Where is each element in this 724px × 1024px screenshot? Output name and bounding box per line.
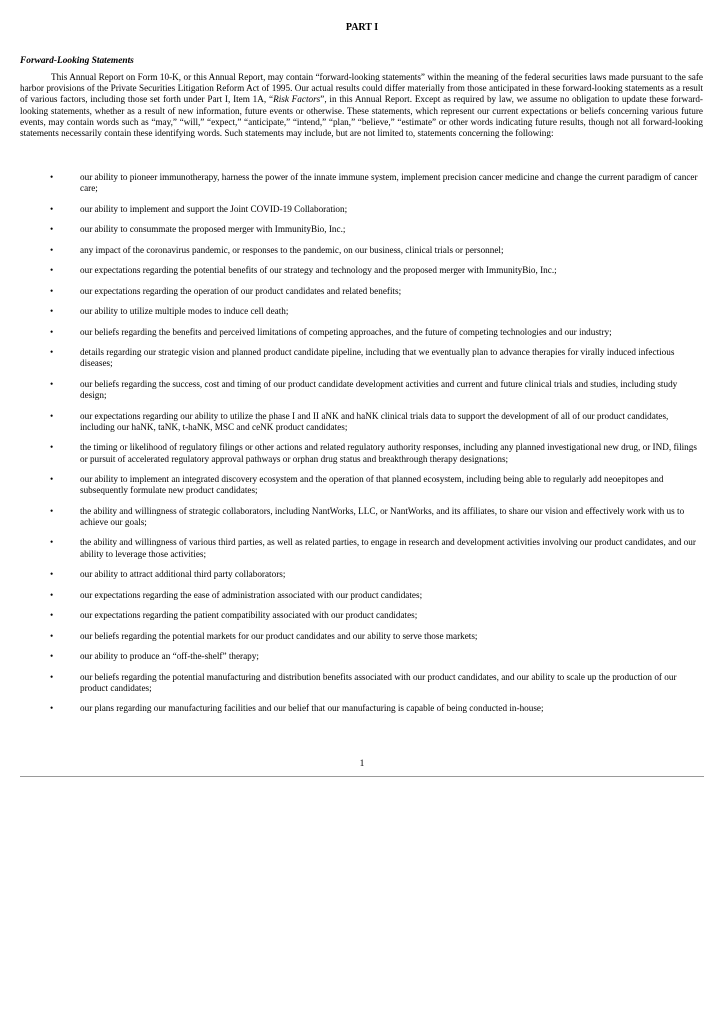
list-item-text: our expectations regarding our ability to utilize the phase I and II aNK and haNK clinical trials data to support the development of all of our product candidates, including our haNK, taNK, t-haNK, MSC and ceNK product candidates; bbox=[80, 410, 669, 432]
list-item bbox=[20, 306, 704, 317]
list-item-text: our plans regarding our manufacturing facilities and our belief that our manufacturing is capable of being conducted in-house; bbox=[80, 703, 544, 714]
list-item bbox=[20, 442, 704, 464]
list-item bbox=[20, 327, 704, 338]
risk-factors-italic: Risk Factors bbox=[273, 94, 321, 105]
page-divider bbox=[20, 776, 704, 777]
part-title: PART I bbox=[345, 22, 379, 33]
list-item bbox=[20, 245, 704, 256]
bullet-marker: • bbox=[50, 306, 54, 317]
list-item bbox=[20, 537, 704, 559]
bullet-marker: • bbox=[50, 569, 54, 580]
bullet-marker: • bbox=[50, 703, 54, 714]
list-item bbox=[20, 590, 704, 601]
list-item-text: our expectations regarding the ease of administration associated with our product candidates; bbox=[80, 589, 423, 600]
list-item bbox=[20, 672, 704, 694]
intro-text-start: This Annual Report on Form 10-K, or this Annual Report, may contain “forward-looking statements” within the meaning of the federal securities laws made pursuant to the safe harbor provisions of the Private Securities Litigation Reform Act of 1995. Our actual results could differ materially from those anticipated in these forward-looking statements as a result of various factors, including those set forth under Part I, Item 1A, “ bbox=[20, 72, 703, 105]
section-heading: Forward-Looking Statements bbox=[20, 56, 134, 66]
list-item-text: our beliefs regarding the potential manufacturing and distribution benefits associated with our product candidates, and our ability to scale up the production of our product candidates; bbox=[80, 671, 677, 693]
list-item-text: the ability and willingness of various third parties, as well as related parties, to engage in research and development activities involving our product candidates, and our ability to leverage those activities; bbox=[80, 537, 696, 559]
list-item bbox=[20, 224, 704, 235]
bullet-marker: • bbox=[50, 610, 54, 621]
bullet-marker: • bbox=[50, 410, 54, 421]
list-item bbox=[20, 631, 704, 642]
page-number: 1 bbox=[359, 759, 365, 769]
forward-looking-bullet-list bbox=[20, 172, 704, 724]
list-item-text: our ability to utilize multiple modes to induce cell death; bbox=[80, 306, 289, 317]
list-item-text: the ability and willingness of strategic collaborators, including NantWorks, LLC, or NantWorks, and its affiliates, to share our vision and effectively work with us to achieve our goals; bbox=[80, 505, 685, 527]
list-item bbox=[20, 703, 704, 714]
list-item-text: our ability to implement and support the Joint COVID-19 Collaboration; bbox=[80, 203, 348, 214]
bullet-marker: • bbox=[50, 505, 54, 516]
bullet-marker: • bbox=[50, 285, 54, 296]
bullet-marker: • bbox=[50, 224, 54, 235]
list-item-text: our ability to attract additional third party collaborators; bbox=[80, 569, 286, 580]
list-item bbox=[20, 651, 704, 662]
bullet-marker: • bbox=[50, 474, 54, 485]
list-item bbox=[20, 172, 704, 194]
bullet-marker: • bbox=[50, 326, 54, 337]
bullet-marker: • bbox=[50, 172, 54, 182]
bullet-marker: • bbox=[50, 265, 54, 276]
list-item-text: our beliefs regarding the potential markets for our product candidates and our ability to serve those markets; bbox=[80, 630, 478, 641]
list-item bbox=[20, 265, 704, 276]
bullet-marker: • bbox=[50, 589, 54, 600]
bullet-marker: • bbox=[50, 537, 54, 548]
list-item-text: our ability to pioneer immunotherapy, harness the power of the innate immune system, implement precision cancer medicine and change the current paradigm of cancer care; bbox=[80, 172, 698, 194]
list-item-text: our ability to consummate the proposed merger with ImmunityBio, Inc.; bbox=[80, 224, 346, 235]
bullet-marker: • bbox=[50, 671, 54, 682]
bullet-marker: • bbox=[50, 378, 54, 389]
bullet-marker: • bbox=[50, 203, 54, 214]
list-item-text: our beliefs regarding the success, cost and timing of our product candidate development activities and current and future clinical trials and studies, including study design; bbox=[80, 378, 678, 401]
list-item bbox=[20, 411, 704, 433]
list-item-text: our expectations regarding the potential benefits of our strategy and technology and the proposed merger with ImmunityBio, Inc.; bbox=[80, 265, 557, 276]
list-item-text: the timing or likelihood of regulatory filings or other actions and related regulatory authority responses, including any planned investigational new drug, or IND, filings or pursuit of accelerated regulatory approval pathways or orphan drug status and breakthrough therapy designations; bbox=[80, 442, 697, 464]
intro-text-end: ”, in this Annual Report. Except as required by law, we assume no obligation to update these forward-looking statements, whether as a result of new information, future events or otherwise. These statements, which represent our current expectations or beliefs concerning various future events, may contain words such as “may,” “will,” “expect,” “anticipate,” “intend,” “plan,” “believe,” “estimate” or other words indicating future results, though not all forward-looking statements necessarily contain these identifying words. Such statements may include, but are not limited to, statements concerning the following: bbox=[20, 94, 703, 139]
bullet-marker: • bbox=[50, 630, 54, 641]
list-item-text: any impact of the coronavirus pandemic, or responses to the pandemic, on our business, clinical trials or personnel; bbox=[80, 244, 504, 255]
list-item bbox=[20, 506, 704, 528]
list-item bbox=[20, 347, 704, 369]
list-item-text: our expectations regarding the operation of our product candidates and related benefits; bbox=[80, 285, 402, 296]
list-item-text: our ability to produce an “off-the-shelf” therapy; bbox=[80, 651, 259, 662]
bullet-marker: • bbox=[50, 442, 54, 453]
list-item-text: details regarding our strategic vision and planned product candidate pipeline, including that we eventually plan to advance therapies for virally induced infectious diseases; bbox=[80, 347, 675, 369]
intro-paragraph bbox=[20, 72, 703, 139]
list-item-text: our ability to implement an integrated discovery ecosystem and the operation of that planned ecosystem, including being able to regularly add neoepitopes and subsequently formulate new product candidates; bbox=[80, 474, 664, 496]
list-item-text: our expectations regarding the patient compatibility associated with our product candidates; bbox=[80, 610, 418, 621]
list-item bbox=[20, 610, 704, 621]
list-item bbox=[20, 474, 704, 496]
list-item bbox=[20, 379, 704, 401]
bullet-marker: • bbox=[50, 244, 54, 255]
list-item bbox=[20, 569, 704, 580]
bullet-marker: • bbox=[50, 651, 54, 662]
list-item bbox=[20, 286, 704, 297]
list-item-text: our beliefs regarding the benefits and perceived limitations of competing approaches, and the future of competing technologies and our industry; bbox=[80, 326, 612, 337]
bullet-marker: • bbox=[50, 347, 54, 358]
list-item bbox=[20, 204, 704, 215]
